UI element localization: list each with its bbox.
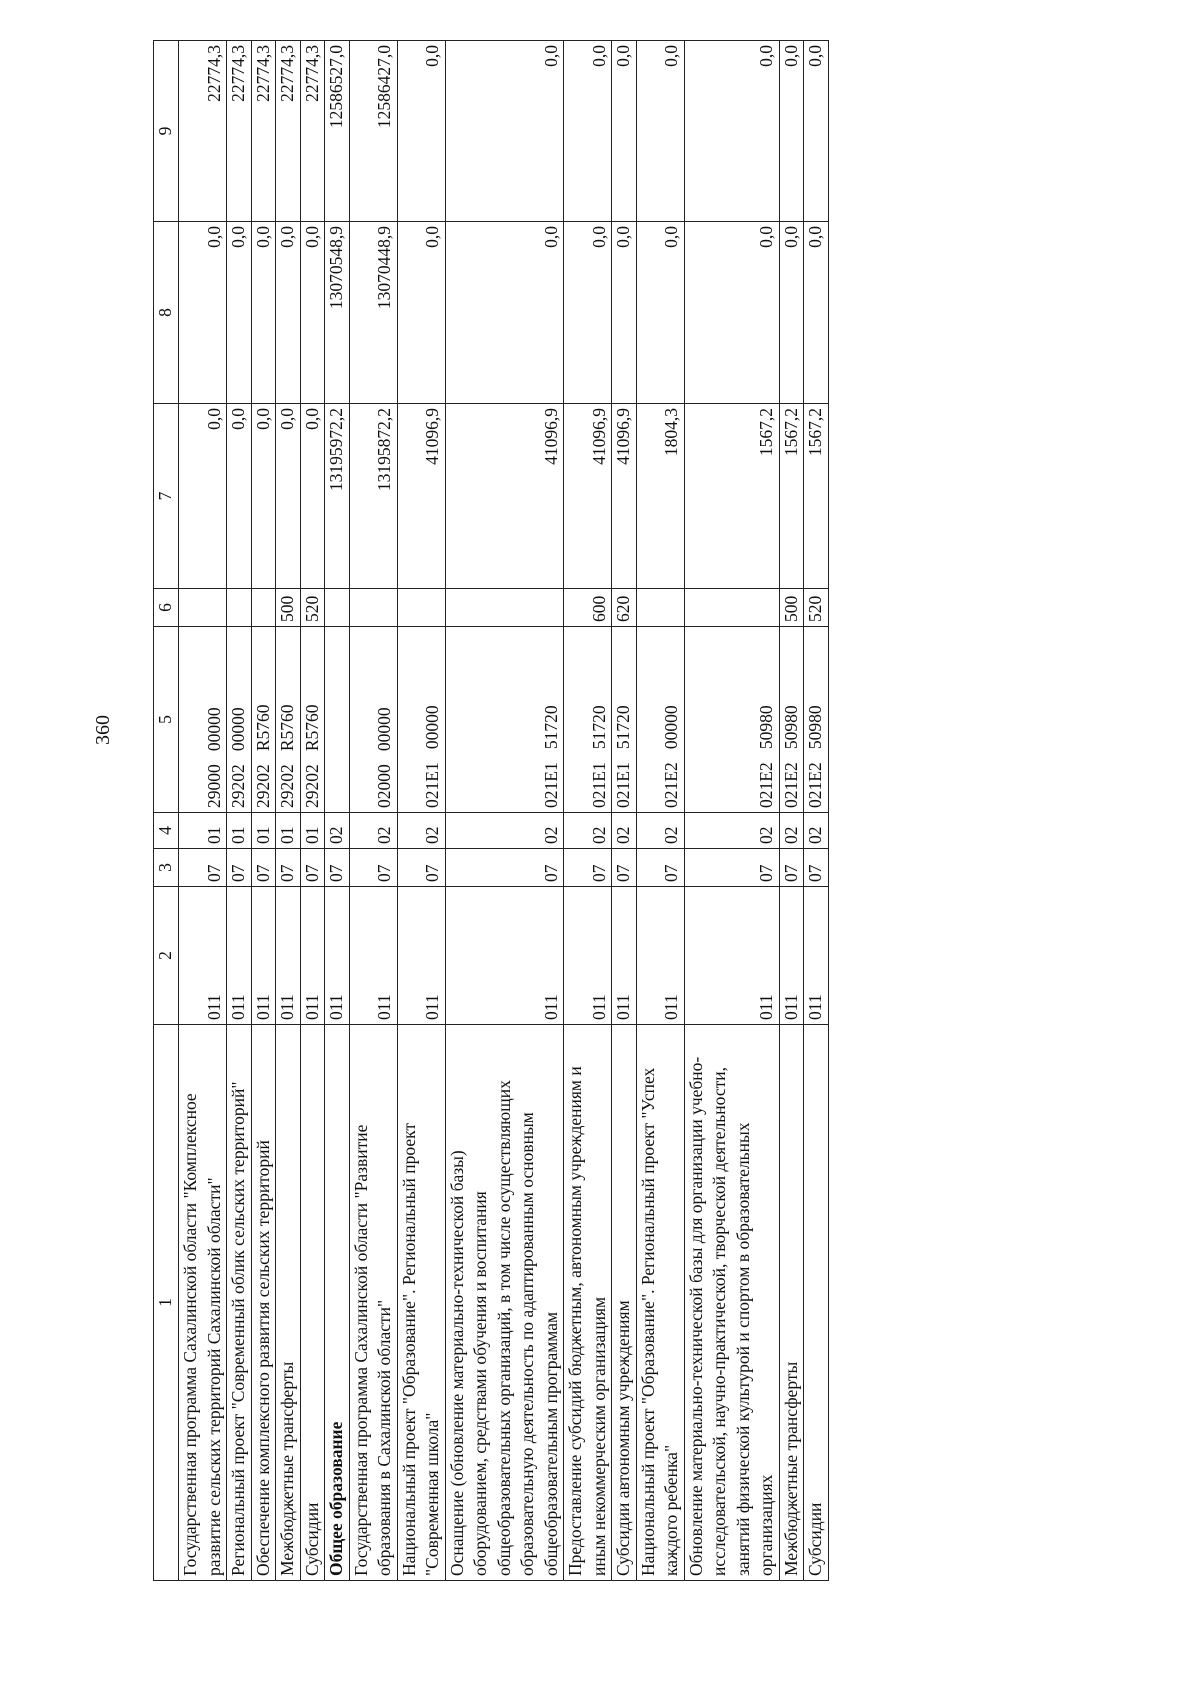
- table-row: [397, 41, 445, 1581]
- cell-c2: 011: [251, 887, 276, 1025]
- column-header: 9: [154, 41, 179, 222]
- cell-c8: 0,0: [276, 222, 301, 404]
- cell-c6: [325, 589, 350, 627]
- row-name: Субсидии: [804, 1025, 829, 1581]
- cell-c3: 07: [564, 849, 612, 887]
- cell-c2: 011: [397, 887, 445, 1025]
- cell-c6: [349, 589, 397, 627]
- column-header: 7: [154, 404, 179, 589]
- table-row: [564, 41, 612, 1581]
- cell-c2: 011: [325, 887, 350, 1025]
- row-name: Субсидии: [300, 1025, 325, 1581]
- cell-c8: 0,0: [636, 222, 684, 404]
- cell-c9: 0,0: [804, 41, 829, 222]
- cell-c2: 011: [779, 887, 804, 1025]
- table-row: [276, 41, 301, 1581]
- cell-c8: 13070448,9: [349, 222, 397, 404]
- cell-c8: 0,0: [251, 222, 276, 404]
- cell-c4: 02: [684, 813, 779, 849]
- cell-c4: 02: [445, 813, 564, 849]
- cell-c9: 0,0: [445, 41, 564, 222]
- cell-c7: 41096,9: [397, 404, 445, 589]
- cell-c4: 02: [612, 813, 637, 849]
- column-header: 3: [154, 849, 179, 887]
- page-number: 360: [92, 715, 114, 745]
- cell-c9: 22774,3: [251, 41, 276, 222]
- cell-c6: [179, 589, 227, 627]
- header-row: [154, 41, 179, 1581]
- row-name: Государственная программа Сахалинской области "Развитие образования в Сахалинской области": [349, 1025, 397, 1581]
- cell-c6: [684, 589, 779, 627]
- row-name: Государственная программа Сахалинской области "Комплексное развитие сельских территорий Сахалинской области": [179, 1025, 227, 1581]
- cell-c5: 021E1 51720: [564, 627, 612, 813]
- cell-c2: 011: [300, 887, 325, 1025]
- cell-c3: 07: [445, 849, 564, 887]
- row-name: Межбюджетные трансферты: [779, 1025, 804, 1581]
- cell-c6: [445, 589, 564, 627]
- cell-c6: [251, 589, 276, 627]
- cell-c4: 02: [636, 813, 684, 849]
- cell-c6: 500: [779, 589, 804, 627]
- cell-c5: 29000 00000: [179, 627, 227, 813]
- cell-c8: 0,0: [445, 222, 564, 404]
- row-name: Обеспечение комплексного развития сельских территорий: [251, 1025, 276, 1581]
- column-header: 1: [154, 1025, 179, 1581]
- cell-c6: [397, 589, 445, 627]
- cell-c5: 29202 R5760: [300, 627, 325, 813]
- cell-c8: 0,0: [179, 222, 227, 404]
- cell-c7: 0,0: [251, 404, 276, 589]
- cell-c2: 011: [564, 887, 612, 1025]
- cell-c6: 600: [564, 589, 612, 627]
- cell-c9: 22774,3: [300, 41, 325, 222]
- cell-c4: 02: [779, 813, 804, 849]
- row-name: Национальный проект "Образование". Региональный проект "Современная школа": [397, 1025, 445, 1581]
- cell-c2: 011: [684, 887, 779, 1025]
- cell-c5: 021E1 51720: [445, 627, 564, 813]
- cell-c6: 500: [276, 589, 301, 627]
- cell-c4: 02: [397, 813, 445, 849]
- table-row: [300, 41, 325, 1581]
- row-name: Предоставление субсидий бюджетным, автономным учреждениям и иным некоммерческим организациям: [564, 1025, 612, 1581]
- table-row: [779, 41, 804, 1581]
- cell-c6: [227, 589, 252, 627]
- cell-c9: 0,0: [397, 41, 445, 222]
- row-name: Обновление материально-технической базы для организации учебно-исследовательской, научно-практической, творческой деятельности, занятий физической культурой и спортом в образовательных организациях: [684, 1025, 779, 1581]
- budget-table: [153, 40, 829, 1581]
- column-header: 6: [154, 589, 179, 627]
- cell-c3: 07: [612, 849, 637, 887]
- row-name: Национальный проект "Образование". Региональный проект "Успех каждого ребенка": [636, 1025, 684, 1581]
- cell-c2: 011: [636, 887, 684, 1025]
- cell-c2: 011: [179, 887, 227, 1025]
- cell-c8: 0,0: [564, 222, 612, 404]
- cell-c2: 011: [349, 887, 397, 1025]
- cell-c7: 41096,9: [564, 404, 612, 589]
- cell-c3: 07: [684, 849, 779, 887]
- cell-c3: 07: [251, 849, 276, 887]
- cell-c8: 0,0: [804, 222, 829, 404]
- table-row: [684, 41, 779, 1581]
- cell-c9: 22774,3: [227, 41, 252, 222]
- cell-c7: 41096,9: [612, 404, 637, 589]
- cell-c2: 011: [612, 887, 637, 1025]
- cell-c3: 07: [397, 849, 445, 887]
- cell-c7: 0,0: [227, 404, 252, 589]
- cell-c7: 13195972,2: [325, 404, 350, 589]
- cell-c5: 021E2 50980: [804, 627, 829, 813]
- cell-c5: 29202 R5760: [276, 627, 301, 813]
- cell-c3: 07: [349, 849, 397, 887]
- cell-c9: 12586527,0: [325, 41, 350, 222]
- cell-c4: 01: [179, 813, 227, 849]
- cell-c9: 0,0: [684, 41, 779, 222]
- cell-c4: 01: [227, 813, 252, 849]
- cell-c8: 0,0: [227, 222, 252, 404]
- cell-c9: 0,0: [564, 41, 612, 222]
- cell-c4: 01: [300, 813, 325, 849]
- table-row: [179, 41, 227, 1581]
- cell-c7: 13195872,2: [349, 404, 397, 589]
- cell-c7: 0,0: [276, 404, 301, 589]
- cell-c5: [325, 627, 350, 813]
- column-header: 8: [154, 222, 179, 404]
- row-name: Региональный проект "Современный облик сельских территорий": [227, 1025, 252, 1581]
- table-row: [325, 41, 350, 1581]
- row-name: Межбюджетные трансферты: [276, 1025, 301, 1581]
- cell-c9: 22774,3: [179, 41, 227, 222]
- cell-c2: 011: [227, 887, 252, 1025]
- cell-c8: 0,0: [779, 222, 804, 404]
- column-header: 5: [154, 627, 179, 813]
- cell-c3: 07: [779, 849, 804, 887]
- cell-c8: 13070548,9: [325, 222, 350, 404]
- cell-c8: 0,0: [300, 222, 325, 404]
- table-row: [349, 41, 397, 1581]
- cell-c4: 02: [564, 813, 612, 849]
- cell-c7: 0,0: [179, 404, 227, 589]
- cell-c9: 22774,3: [276, 41, 301, 222]
- cell-c4: 01: [251, 813, 276, 849]
- cell-c6: [636, 589, 684, 627]
- cell-c7: 1567,2: [684, 404, 779, 589]
- cell-c2: 011: [804, 887, 829, 1025]
- table-row: [227, 41, 252, 1581]
- row-name: Общее образование: [325, 1025, 350, 1581]
- cell-c3: 07: [325, 849, 350, 887]
- cell-c5: 021E2 50980: [779, 627, 804, 813]
- cell-c8: 0,0: [684, 222, 779, 404]
- cell-c3: 07: [179, 849, 227, 887]
- cell-c3: 07: [300, 849, 325, 887]
- cell-c4: 01: [276, 813, 301, 849]
- cell-c9: 0,0: [612, 41, 637, 222]
- table-row: [804, 41, 829, 1581]
- table-row: [612, 41, 637, 1581]
- cell-c5: 021E1 51720: [612, 627, 637, 813]
- cell-c5: 02000 00000: [349, 627, 397, 813]
- cell-c7: 1567,2: [779, 404, 804, 589]
- cell-c6: 520: [300, 589, 325, 627]
- cell-c7: 1804,3: [636, 404, 684, 589]
- cell-c9: 0,0: [779, 41, 804, 222]
- cell-c7: 1567,2: [804, 404, 829, 589]
- column-header: 2: [154, 887, 179, 1025]
- cell-c9: 12586427,0: [349, 41, 397, 222]
- cell-c3: 07: [636, 849, 684, 887]
- cell-c5: 29202 00000: [227, 627, 252, 813]
- cell-c5: 021E2 00000: [636, 627, 684, 813]
- cell-c4: 02: [325, 813, 350, 849]
- table-row: [445, 41, 564, 1581]
- cell-c5: 021E1 00000: [397, 627, 445, 813]
- cell-c5: 021E2 50980: [684, 627, 779, 813]
- rotated-table-wrapper: [153, 41, 829, 1581]
- cell-c2: 011: [445, 887, 564, 1025]
- cell-c3: 07: [276, 849, 301, 887]
- cell-c8: 0,0: [397, 222, 445, 404]
- cell-c3: 07: [804, 849, 829, 887]
- cell-c8: 0,0: [612, 222, 637, 404]
- cell-c6: 620: [612, 589, 637, 627]
- table-row: [636, 41, 684, 1581]
- column-header: 4: [154, 813, 179, 849]
- cell-c3: 07: [227, 849, 252, 887]
- cell-c4: 02: [349, 813, 397, 849]
- row-name: Оснащение (обновление материально-технической базы) оборудованием, средствами обучения и воспитания общеобразовательных организаций, в том числе осуществляющих образовательную деятельность по адаптированным основным общеобразовательным программам: [445, 1025, 564, 1581]
- table-row: [251, 41, 276, 1581]
- cell-c2: 011: [276, 887, 301, 1025]
- cell-c7: 41096,9: [445, 404, 564, 589]
- cell-c4: 02: [804, 813, 829, 849]
- row-name: Субсидии автономным учреждениям: [612, 1025, 637, 1581]
- cell-c7: 0,0: [300, 404, 325, 589]
- cell-c6: 520: [804, 589, 829, 627]
- cell-c9: 0,0: [636, 41, 684, 222]
- cell-c5: 29202 R5760: [251, 627, 276, 813]
